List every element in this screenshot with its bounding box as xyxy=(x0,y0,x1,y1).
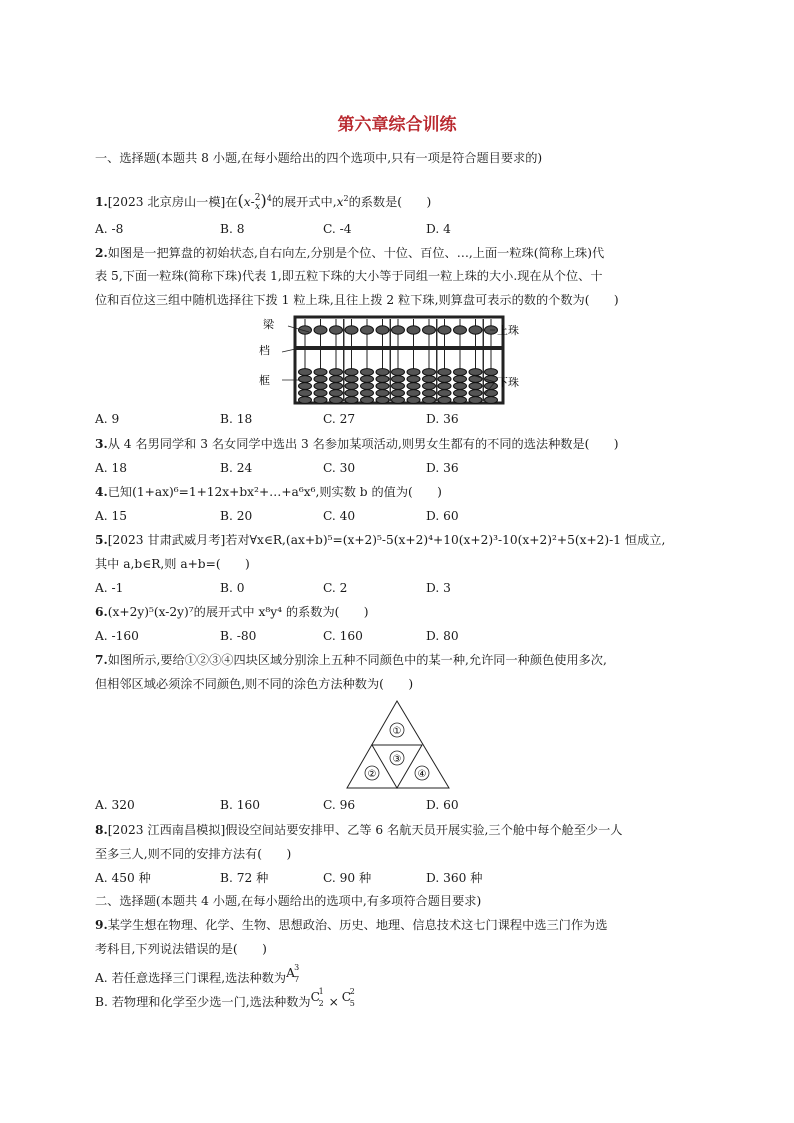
q1-frac-den: x xyxy=(255,201,261,212)
abacus-lower-bead xyxy=(469,390,482,397)
q1-frac-num: 2 xyxy=(254,192,261,203)
question-2-line-1 xyxy=(95,245,604,261)
q6-text: (x+2y)⁵(x-2y)⁷的展开式中 x⁸y⁴ 的系数为( ) xyxy=(107,605,369,619)
abacus-lower-bead xyxy=(299,376,312,383)
q1-var: x xyxy=(243,195,251,210)
q7-option-a[interactable]: A. 320 xyxy=(95,798,135,812)
abacus-lower-bead xyxy=(423,397,436,404)
abacus-lower-bead xyxy=(345,383,358,390)
abacus-lower-bead xyxy=(407,397,420,404)
q8-option-a[interactable]: A. 450 种 xyxy=(95,871,151,885)
abacus-lower-bead xyxy=(407,376,420,383)
abacus-upper-bead xyxy=(407,326,420,334)
question-5-line-2: 其中 a,b∈R,则 a+b=( ) xyxy=(95,557,250,571)
abacus-lower-bead xyxy=(454,390,467,397)
question-2-line-3: 位和百位这三组中随机选择往下拨 1 粒上珠,且往上拨 2 粒下珠,则算盘可表示的数的个数为( ) xyxy=(95,293,619,307)
abacus-lower-bead xyxy=(454,397,467,404)
abacus-lower-bead xyxy=(485,376,498,383)
abacus-upper-bead xyxy=(345,326,358,334)
abacus-upper-bead xyxy=(423,326,436,334)
abacus-lower-bead xyxy=(330,397,343,404)
q7-number: 7. xyxy=(95,653,108,667)
q3-option-d[interactable]: D. 36 xyxy=(426,461,459,475)
question-2-line-2: 表 5,下面一粒珠(简称下珠)代表 1,即五粒下珠的大小等于同组一粒上珠的大小.现在从个位、十 xyxy=(95,269,603,283)
abacus-lower-bead xyxy=(485,390,498,397)
abacus-lower-bead xyxy=(469,369,482,376)
q4-text: 已知(1+ax)⁶=1+12x+bx²+…+a⁶x⁶,则实数 b 的值为( ) xyxy=(107,485,442,499)
abacus-lower-bead xyxy=(330,383,343,390)
abacus-lower-bead xyxy=(299,390,312,397)
question-9-line-2: 考科目,下列说法错误的是( ) xyxy=(95,942,267,956)
abacus-lower-bead xyxy=(376,369,389,376)
q1-post2: 的系数是( ) xyxy=(348,195,432,210)
abacus-lower-bead xyxy=(423,390,436,397)
q1-minus: - xyxy=(250,195,255,210)
abacus-lower-bead xyxy=(438,397,451,404)
q7-option-d[interactable]: D. 60 xyxy=(426,798,459,812)
q2-option-a[interactable]: A. 9 xyxy=(95,412,120,426)
q6-option-a[interactable]: A. -160 xyxy=(95,629,139,643)
q2-number: 2. xyxy=(95,246,108,260)
abacus-lower-bead xyxy=(485,369,498,376)
q3-option-b[interactable]: B. 24 xyxy=(220,461,253,475)
q5-option-d[interactable]: D. 3 xyxy=(426,581,451,595)
abacus-lower-bead xyxy=(392,369,405,376)
q2-option-c[interactable]: C. 27 xyxy=(323,412,356,426)
abacus-upper-bead xyxy=(314,326,327,334)
abacus-lower-bead xyxy=(361,397,374,404)
abacus-lower-bead xyxy=(345,369,358,376)
question-5-line-1 xyxy=(95,532,665,548)
abacus-lower-bead xyxy=(438,390,451,397)
abacus-upper-bead xyxy=(299,326,312,334)
q6-option-c[interactable]: C. 160 xyxy=(323,629,363,643)
q5-option-a[interactable]: A. -1 xyxy=(95,581,124,595)
abacus-lower-bead xyxy=(299,369,312,376)
abacus-lower-bead xyxy=(330,369,343,376)
q9-b-c1-symbol: C xyxy=(310,990,320,1004)
q2-text-1: 如图是一把算盘的初始状态,自右向左,分别是个位、十位、百位、…,上面一粒珠(简称上珠)代 xyxy=(107,246,605,260)
abacus-lower-bead xyxy=(376,397,389,404)
label-xiazhu: 下珠 xyxy=(497,376,519,389)
abacus-lower-bead xyxy=(407,383,420,390)
q8-option-c[interactable]: C. 90 种 xyxy=(323,871,372,885)
q8-option-d[interactable]: D. 360 种 xyxy=(426,871,483,885)
section-heading-1: 一、选择题(本题共 8 小题,在每小题给出的四个选项中,只有一项是符合题目要求的) xyxy=(95,151,543,165)
abacus-figure xyxy=(255,314,545,406)
abacus-lower-bead xyxy=(345,376,358,383)
q1-x2: x xyxy=(336,195,344,210)
abacus-lower-bead xyxy=(330,390,343,397)
region-3-label: ③ xyxy=(392,754,402,765)
q4-option-b[interactable]: B. 20 xyxy=(220,509,253,523)
q9-option-b-c1 xyxy=(310,987,326,1008)
abacus-lower-bead xyxy=(485,397,498,404)
q3-option-a[interactable]: A. 18 xyxy=(95,461,128,475)
q9-option-a-text: A. 若任意选择三门课程,选法种数为 xyxy=(95,971,287,985)
abacus-lower-bead xyxy=(469,383,482,390)
abacus-rods xyxy=(299,319,498,403)
q1-x2exp: 2 xyxy=(343,194,349,203)
q9-b-times: × xyxy=(328,995,339,1009)
q5-option-b[interactable]: B. 0 xyxy=(220,581,245,595)
abacus-lower-bead xyxy=(407,390,420,397)
abacus-lower-bead xyxy=(392,390,405,397)
q1-number: 1. xyxy=(95,195,108,210)
question-8-line-1 xyxy=(95,822,622,838)
abacus-lower-bead xyxy=(423,376,436,383)
q9-b-c2-sub: 5 xyxy=(349,999,355,1008)
abacus-upper-bead xyxy=(330,326,343,334)
section-heading-2: 二、选择题(本题共 4 小题,在每小题给出的选项中,有多项符合题目要求) xyxy=(95,894,482,908)
abacus-lower-bead xyxy=(361,369,374,376)
label-liang: 梁 xyxy=(263,318,274,331)
q9-a-sup: 3 xyxy=(294,963,300,972)
q8-option-b[interactable]: B. 72 种 xyxy=(220,871,269,885)
label-kuang: 框 xyxy=(259,374,270,387)
abacus-lower-bead xyxy=(438,376,451,383)
q1-prefix: [2023 北京房山一模]在 xyxy=(107,195,238,210)
question-6 xyxy=(95,604,369,620)
question-1: 1.[2023 北京房山一模]在(x-2 x)$^4$的展开式中$,x^2$的系数是( ) xyxy=(95,191,432,212)
q9-option-b[interactable] xyxy=(95,987,357,1010)
q6-option-d[interactable]: D. 80 xyxy=(426,629,459,643)
abacus-lower-bead xyxy=(454,376,467,383)
abacus-lower-bead xyxy=(361,390,374,397)
q9-number: 9. xyxy=(95,918,108,932)
abacus-lower-bead xyxy=(392,383,405,390)
abacus-lower-bead xyxy=(438,369,451,376)
abacus-lower-bead xyxy=(376,376,389,383)
abacus-upper-bead xyxy=(392,326,405,334)
abacus-lower-bead xyxy=(454,369,467,376)
q3-text: 从 4 名男同学和 3 名女同学中选出 3 名参加某项活动,则男女生都有的不同的选法种数是( ) xyxy=(107,437,619,451)
abacus-lower-bead xyxy=(469,397,482,404)
q7-text-1: 如图所示,要给①②③④四块区域分别涂上五种不同颜色中的某一种,允许同一种颜色使用多次, xyxy=(107,653,607,667)
q9-a-symbol: A xyxy=(286,966,295,980)
q9-b-c2-sup: 2 xyxy=(349,987,355,996)
abacus-lower-bead xyxy=(376,383,389,390)
abacus-lower-bead xyxy=(314,390,327,397)
label-dang: 档 xyxy=(259,344,270,357)
abacus-lower-bead xyxy=(407,369,420,376)
abacus-lower-bead xyxy=(314,369,327,376)
q5-text-1: [2023 甘肃武威月考]若对∀x∈R,(ax+b)⁵=(x+2)⁵-5(x+2)⁴+10(x+2)³-10(x+2)²+5(x+2)-1 恒成立, xyxy=(107,533,666,547)
q4-number: 4. xyxy=(95,485,108,499)
abacus-upper-bead xyxy=(438,326,451,334)
q2-option-d[interactable]: D. 36 xyxy=(426,412,459,426)
region-2-label: ② xyxy=(367,769,377,780)
q1-exp: 4 xyxy=(266,194,272,203)
abacus-lower-bead xyxy=(299,383,312,390)
q9-option-b-c2 xyxy=(341,987,357,1008)
abacus-lower-bead xyxy=(361,383,374,390)
q1-option-d[interactable]: D. 4 xyxy=(426,222,451,236)
abacus-lower-bead xyxy=(469,376,482,383)
q1-option-b[interactable]: B. 8 xyxy=(220,222,245,236)
q4-option-c[interactable]: C. 40 xyxy=(323,509,356,523)
question-7-line-2: 但相邻区域必须涂不同颜色,则不同的涂色方法种数为( ) xyxy=(95,677,414,691)
abacus-lower-bead xyxy=(314,376,327,383)
q1-option-c[interactable]: C. -4 xyxy=(323,222,352,236)
question-7-line-1 xyxy=(95,652,607,668)
abacus-lower-bead xyxy=(330,376,343,383)
question-4 xyxy=(95,484,442,500)
label-shangzhu: 上珠 xyxy=(497,324,519,337)
q9-a-sub: 7 xyxy=(294,975,300,984)
question-8-line-2: 至多三人,则不同的安排方法有( ) xyxy=(95,847,292,861)
abacus-lower-bead xyxy=(423,383,436,390)
q9-option-a-formula xyxy=(286,963,300,984)
q2-option-b[interactable]: B. 18 xyxy=(220,412,253,426)
abacus-lower-bead xyxy=(485,383,498,390)
abacus-lower-bead xyxy=(454,383,467,390)
question-3 xyxy=(95,436,619,452)
abacus-lower-bead xyxy=(423,369,436,376)
q3-number: 3. xyxy=(95,437,108,451)
abacus-lower-bead xyxy=(392,376,405,383)
q9-b-c1-sup: 1 xyxy=(318,987,324,996)
question-9-line-1 xyxy=(95,917,607,933)
q9-option-a[interactable] xyxy=(95,963,300,986)
region-1-label: ① xyxy=(392,726,402,737)
q5-number: 5. xyxy=(95,533,108,547)
q7-option-c[interactable]: C. 96 xyxy=(323,798,356,812)
q8-number: 8. xyxy=(95,823,108,837)
abacus-lower-bead xyxy=(314,397,327,404)
q6-number: 6. xyxy=(95,605,108,619)
q9-b-c2-symbol: C xyxy=(341,990,352,1004)
q7-option-b[interactable]: B. 160 xyxy=(220,798,260,812)
abacus-lower-bead xyxy=(314,383,327,390)
q3-option-c[interactable]: C. 30 xyxy=(323,461,356,475)
abacus-upper-bead xyxy=(469,326,482,334)
q6-option-b[interactable]: B. -80 xyxy=(220,629,257,643)
q4-option-d[interactable]: D. 60 xyxy=(426,509,459,523)
abacus-upper-bead xyxy=(454,326,467,334)
q8-text-1: [2023 江西南昌模拟]假设空间站要安排甲、乙等 6 名航天员开展实验,三个舱中每个舱至少一人 xyxy=(107,823,623,837)
abacus-lower-bead xyxy=(438,383,451,390)
q1-post: 的展开式中, xyxy=(271,195,337,210)
abacus-lower-bead xyxy=(392,397,405,404)
q9-text-1: 某学生想在物理、化学、生物、思想政治、历史、地理、信息技术这七门课程中选三门作为选 xyxy=(107,918,608,932)
abacus-lower-bead xyxy=(345,390,358,397)
region-4-label: ④ xyxy=(417,769,427,780)
q9-option-b-text: B. 若物理和化学至少选一门,选法种数为 xyxy=(95,995,311,1009)
triangle-regions-figure xyxy=(343,698,455,792)
page-title: 第六章综合训练 xyxy=(337,115,457,135)
q1-option-a[interactable]: A. -8 xyxy=(95,222,124,236)
abacus-lower-bead xyxy=(361,376,374,383)
q5-option-c[interactable]: C. 2 xyxy=(323,581,348,595)
abacus-upper-bead xyxy=(376,326,389,334)
abacus-lower-bead xyxy=(299,397,312,404)
abacus-lower-bead xyxy=(376,390,389,397)
q4-option-a[interactable]: A. 15 xyxy=(95,509,128,523)
abacus-lower-bead xyxy=(345,397,358,404)
abacus-upper-bead xyxy=(361,326,374,334)
q9-b-c1-sub: 2 xyxy=(318,999,324,1008)
inner-triangle xyxy=(372,745,422,788)
